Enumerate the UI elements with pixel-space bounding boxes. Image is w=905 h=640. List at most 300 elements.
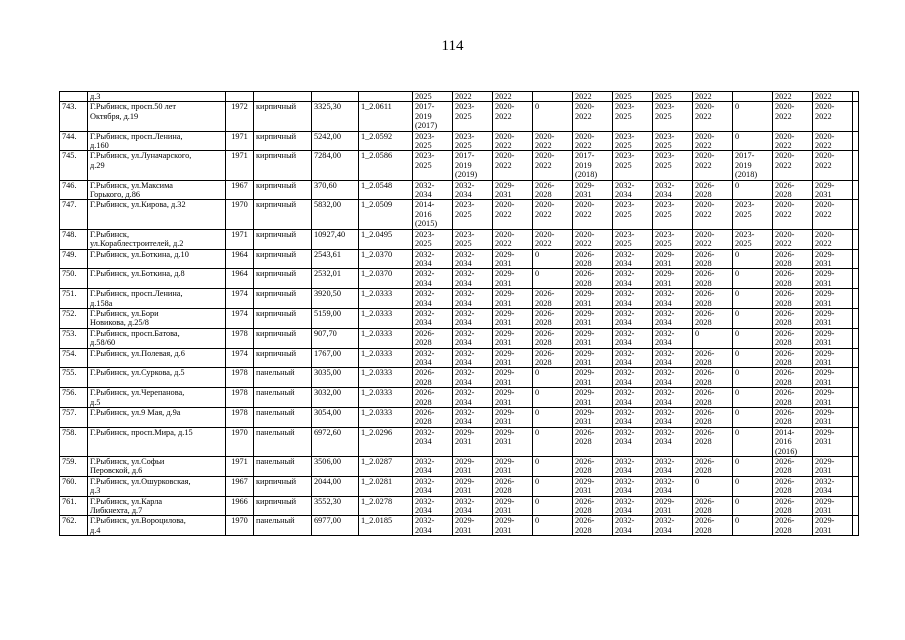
cell-num: 749. (60, 249, 88, 269)
cell-c2: 2032- 2034 (453, 180, 493, 200)
cell-c1: 2032- 2034 (413, 180, 453, 200)
cell-c11: 2029- 2031 (813, 368, 853, 388)
cell-num: 755. (60, 368, 88, 388)
cell-c2: 2032- 2034 (453, 408, 493, 428)
cell-area: 3552,30 (312, 496, 359, 516)
cell-address: Г.Рыбинск, просп.Ленина, д.158а (88, 289, 226, 309)
cell-c12 (853, 180, 859, 200)
cell-c11: 2029- 2031 (813, 496, 853, 516)
table-row (60, 229, 859, 249)
cell-address: Г.Рыбинск, ул.Ошурковская, д.3 (88, 476, 226, 496)
cell-c2: 2032- 2034 (453, 348, 493, 368)
cell-c10: 2026- 2028 (773, 180, 813, 200)
cell-c9: 0 (733, 249, 773, 269)
cell-c1: 2032- 2034 (413, 496, 453, 516)
cell-c3: 2020- 2022 (493, 151, 533, 180)
cell-c12 (853, 516, 859, 536)
cell-area (312, 92, 359, 102)
cell-c5: 2029- 2031 (573, 368, 613, 388)
cell-c8: 2026- 2028 (693, 496, 733, 516)
cell-code: 1_2.0370 (359, 269, 413, 289)
table-row (60, 328, 859, 348)
cell-c12 (853, 102, 859, 131)
cell-num: 746. (60, 180, 88, 200)
cell-c2: 2022 (453, 92, 493, 102)
cell-c4: 2026- 2028 (533, 180, 573, 200)
cell-c11: 2029- 2031 (813, 516, 853, 536)
cell-c12 (853, 408, 859, 428)
cell-area: 3506,00 (312, 457, 359, 477)
cell-c8: 2026- 2028 (693, 516, 733, 536)
cell-c2: 2032- 2034 (453, 328, 493, 348)
cell-c11: 2020- 2022 (813, 151, 853, 180)
cell-c3: 2029- 2031 (493, 308, 533, 328)
cell-num (60, 92, 88, 102)
cell-material: панельный (254, 388, 312, 408)
cell-address: Г.Рыбинск, ул.Боткина, д.10 (88, 249, 226, 269)
cell-c11: 2029- 2031 (813, 269, 853, 289)
cell-c10: 2020- 2022 (773, 200, 813, 229)
cell-c8: 2022 (693, 92, 733, 102)
cell-c7: 2032- 2034 (653, 476, 693, 496)
cell-c4: 0 (533, 408, 573, 428)
cell-c2: 2029- 2031 (453, 427, 493, 456)
table-row (60, 269, 859, 289)
cell-area: 5242,00 (312, 131, 359, 151)
cell-c7: 2023- 2025 (653, 151, 693, 180)
cell-year: 1978 (226, 368, 254, 388)
cell-address: Г.Рыбинск, просп.Мира, д.15 (88, 427, 226, 456)
cell-c7: 2032- 2034 (653, 348, 693, 368)
cell-c9: 2017- 2019 (2018) (733, 151, 773, 180)
cell-c11: 2029- 2031 (813, 408, 853, 428)
cell-c10: 2026- 2028 (773, 476, 813, 496)
cell-num: 759. (60, 457, 88, 477)
cell-material: кирпичный (254, 289, 312, 309)
cell-num: 761. (60, 496, 88, 516)
cell-c7: 2032- 2034 (653, 457, 693, 477)
cell-material: кирпичный (254, 496, 312, 516)
cell-c2: 2032- 2034 (453, 388, 493, 408)
cell-c3: 2020- 2022 (493, 102, 533, 131)
cell-c4: 2020- 2022 (533, 151, 573, 180)
cell-c5: 2029- 2031 (573, 388, 613, 408)
cell-c9: 0 (733, 368, 773, 388)
table-row (60, 308, 859, 328)
cell-num: 747. (60, 200, 88, 229)
cell-year (226, 92, 254, 102)
cell-c7: 2032- 2034 (653, 368, 693, 388)
cell-code: 1_2.0278 (359, 496, 413, 516)
cell-address: Г.Рыбинск, ул.Вороцилова, д.4 (88, 516, 226, 536)
cell-area: 3032,00 (312, 388, 359, 408)
cell-num: 745. (60, 151, 88, 180)
cell-year: 1966 (226, 496, 254, 516)
cell-c4: 2026- 2028 (533, 308, 573, 328)
cell-c9 (733, 92, 773, 102)
cell-c1: 2032- 2034 (413, 269, 453, 289)
cell-c6: 2032- 2034 (613, 408, 653, 428)
cell-c4: 0 (533, 427, 573, 456)
cell-c1: 2032- 2034 (413, 289, 453, 309)
cell-c5: 2029- 2031 (573, 328, 613, 348)
cell-c5: 2029- 2031 (573, 308, 613, 328)
cell-num: 751. (60, 289, 88, 309)
cell-c6: 2032- 2034 (613, 388, 653, 408)
cell-c4: 2026- 2028 (533, 328, 573, 348)
cell-c11: 2029- 2031 (813, 289, 853, 309)
cell-c1: 2032- 2034 (413, 249, 453, 269)
cell-code: 1_2.0281 (359, 476, 413, 496)
cell-c10: 2026- 2028 (773, 457, 813, 477)
table-row (60, 92, 859, 102)
cell-c12 (853, 328, 859, 348)
cell-c1: 2032- 2034 (413, 427, 453, 456)
cell-c8: 2026- 2028 (693, 457, 733, 477)
table-row (60, 496, 859, 516)
cell-c10: 2026- 2028 (773, 249, 813, 269)
cell-c8: 2020- 2022 (693, 200, 733, 229)
cell-num: 756. (60, 388, 88, 408)
table-row (60, 368, 859, 388)
cell-c10: 2026- 2028 (773, 269, 813, 289)
cell-c6: 2025 (613, 92, 653, 102)
cell-code: 1_2.0333 (359, 368, 413, 388)
cell-material: кирпичный (254, 476, 312, 496)
cell-material: панельный (254, 408, 312, 428)
cell-c2: 2023- 2025 (453, 102, 493, 131)
cell-address: Г.Рыбинск, просп.Ленина, д.160 (88, 131, 226, 151)
cell-year: 1967 (226, 180, 254, 200)
cell-c7: 2032- 2034 (653, 180, 693, 200)
cell-c2: 2023- 2025 (453, 131, 493, 151)
cell-c8: 2026- 2028 (693, 348, 733, 368)
table-row (60, 457, 859, 477)
cell-c11: 2029- 2031 (813, 308, 853, 328)
cell-address: Г.Рыбинск, ул.Максима Горького, д.86 (88, 180, 226, 200)
table-row (60, 348, 859, 368)
cell-area: 5832,00 (312, 200, 359, 229)
cell-c9: 2023- 2025 (733, 200, 773, 229)
cell-c10: 2026- 2028 (773, 408, 813, 428)
cell-c9: 0 (733, 388, 773, 408)
cell-code: 1_2.0296 (359, 427, 413, 456)
cell-c5: 2029- 2031 (573, 180, 613, 200)
cell-address: Г.Рыбинск, просп.50 лет Октября, д.19 (88, 102, 226, 131)
cell-c11: 2020- 2022 (813, 131, 853, 151)
cell-c6: 2032- 2034 (613, 289, 653, 309)
cell-c6: 2023- 2025 (613, 151, 653, 180)
cell-c5: 2029- 2031 (573, 408, 613, 428)
cell-address: Г.Рыбинск, просп.Батова, д.58/60 (88, 328, 226, 348)
cell-code: 1_2.0287 (359, 457, 413, 477)
cell-c6: 2032- 2034 (613, 180, 653, 200)
cell-c8: 2026- 2028 (693, 427, 733, 456)
cell-c5: 2020- 2022 (573, 131, 613, 151)
cell-address: Г.Рыбинск, ул.9 Мая, д.9а (88, 408, 226, 428)
cell-c12 (853, 496, 859, 516)
cell-material: кирпичный (254, 151, 312, 180)
cell-c7: 2029- 2031 (653, 249, 693, 269)
table-row (60, 388, 859, 408)
table-row (60, 200, 859, 229)
cell-c10: 2026- 2028 (773, 289, 813, 309)
cell-num: 760. (60, 476, 88, 496)
cell-c5: 2020- 2022 (573, 200, 613, 229)
cell-c12 (853, 131, 859, 151)
cell-c4: 0 (533, 457, 573, 477)
table-row (60, 516, 859, 536)
cell-year: 1970 (226, 516, 254, 536)
cell-c9: 0 (733, 516, 773, 536)
table-row (60, 131, 859, 151)
cell-num: 752. (60, 308, 88, 328)
cell-c8: 2026- 2028 (693, 308, 733, 328)
housing-registry-table (59, 91, 859, 536)
cell-address: Г.Рыбинск, ул.Кораблестроителей, д.2 (88, 229, 226, 249)
cell-c5: 2029- 2031 (573, 348, 613, 368)
cell-address: Г.Рыбинск, ул.Суркова, д.5 (88, 368, 226, 388)
cell-c9: 0 (733, 131, 773, 151)
cell-c6: 2032- 2034 (613, 427, 653, 456)
cell-code: 1_2.0495 (359, 229, 413, 249)
cell-num: 762. (60, 516, 88, 536)
cell-c8: 2026- 2028 (693, 269, 733, 289)
cell-c11: 2029- 2031 (813, 180, 853, 200)
cell-area: 1767,00 (312, 348, 359, 368)
cell-c12 (853, 348, 859, 368)
cell-material: кирпичный (254, 180, 312, 200)
cell-c2: 2032- 2034 (453, 269, 493, 289)
cell-material: панельный (254, 457, 312, 477)
cell-year: 1978 (226, 328, 254, 348)
cell-c1: 2023- 2025 (413, 229, 453, 249)
cell-c2: 2032- 2034 (453, 308, 493, 328)
cell-address: Г.Рыбинск, ул.Бори Новикова, д.25/8 (88, 308, 226, 328)
cell-c4: 2026- 2028 (533, 289, 573, 309)
cell-c3: 2029- 2031 (493, 388, 533, 408)
cell-c4 (533, 92, 573, 102)
cell-c11: 2029- 2031 (813, 348, 853, 368)
cell-c9: 0 (733, 496, 773, 516)
table-row (60, 427, 859, 456)
cell-c10: 2022 (773, 92, 813, 102)
cell-c1: 2032- 2034 (413, 308, 453, 328)
cell-code: 1_2.0333 (359, 328, 413, 348)
cell-c8: 2026- 2028 (693, 180, 733, 200)
cell-c4: 0 (533, 516, 573, 536)
cell-c1: 2026- 2028 (413, 388, 453, 408)
cell-year: 1970 (226, 427, 254, 456)
cell-c2: 2017- 2019 (2019) (453, 151, 493, 180)
cell-c12 (853, 289, 859, 309)
cell-year: 1978 (226, 408, 254, 428)
cell-c4: 0 (533, 269, 573, 289)
cell-c10: 2020- 2022 (773, 151, 813, 180)
cell-year: 1974 (226, 289, 254, 309)
cell-c7: 2029- 2031 (653, 496, 693, 516)
cell-code: 1_2.0548 (359, 180, 413, 200)
cell-c9: 0 (733, 289, 773, 309)
cell-year: 1972 (226, 102, 254, 131)
cell-material: кирпичный (254, 308, 312, 328)
cell-year: 1974 (226, 348, 254, 368)
cell-material: кирпичный (254, 249, 312, 269)
cell-c6: 2032- 2034 (613, 249, 653, 269)
cell-year: 1971 (226, 151, 254, 180)
cell-c10: 2026- 2028 (773, 348, 813, 368)
cell-material: кирпичный (254, 269, 312, 289)
cell-material: панельный (254, 368, 312, 388)
cell-c11: 2029- 2031 (813, 457, 853, 477)
cell-c1: 2023- 2025 (413, 131, 453, 151)
cell-c3: 2029- 2031 (493, 496, 533, 516)
cell-c11: 2020- 2022 (813, 102, 853, 131)
cell-c3: 2029- 2031 (493, 408, 533, 428)
cell-c3: 2029- 2031 (493, 269, 533, 289)
cell-c4: 0 (533, 102, 573, 131)
cell-area: 5159,00 (312, 308, 359, 328)
table-row (60, 151, 859, 180)
cell-c5: 2026- 2028 (573, 496, 613, 516)
cell-c10: 2026- 2028 (773, 308, 813, 328)
cell-c10: 2026- 2028 (773, 516, 813, 536)
cell-c7: 2032- 2034 (653, 516, 693, 536)
cell-area: 2543,61 (312, 249, 359, 269)
cell-c4: 2020- 2022 (533, 229, 573, 249)
cell-c12 (853, 229, 859, 249)
cell-c7: 2023- 2025 (653, 131, 693, 151)
cell-address: Г.Рыбинск, ул.Кирова, д.32 (88, 200, 226, 229)
cell-c8: 2020- 2022 (693, 151, 733, 180)
cell-material: панельный (254, 516, 312, 536)
cell-c6: 2032- 2034 (613, 269, 653, 289)
cell-c6: 2023- 2025 (613, 102, 653, 131)
cell-c10: 2020- 2022 (773, 131, 813, 151)
cell-c3: 2022 (493, 92, 533, 102)
cell-c2: 2023- 2025 (453, 200, 493, 229)
cell-c4: 0 (533, 249, 573, 269)
cell-c8: 2026- 2028 (693, 368, 733, 388)
cell-c6: 2032- 2034 (613, 368, 653, 388)
cell-c7: 2023- 2025 (653, 229, 693, 249)
cell-c1: 2017- 2019 (2017) (413, 102, 453, 131)
cell-c1: 2026- 2028 (413, 328, 453, 348)
cell-code: 1_2.0333 (359, 308, 413, 328)
cell-c3: 2026- 2028 (493, 476, 533, 496)
cell-c3: 2029- 2031 (493, 427, 533, 456)
cell-c5: 2026- 2028 (573, 516, 613, 536)
cell-year: 1974 (226, 308, 254, 328)
cell-material: кирпичный (254, 229, 312, 249)
cell-c2: 2029- 2031 (453, 516, 493, 536)
cell-c3: 2029- 2031 (493, 328, 533, 348)
cell-c11: 2029- 2031 (813, 427, 853, 456)
cell-c7: 2032- 2034 (653, 308, 693, 328)
cell-c10: 2020- 2022 (773, 102, 813, 131)
cell-material: кирпичный (254, 348, 312, 368)
cell-c11: 2020- 2022 (813, 200, 853, 229)
cell-c5: 2022 (573, 92, 613, 102)
cell-c4: 2020- 2022 (533, 200, 573, 229)
cell-c3: 2029- 2031 (493, 249, 533, 269)
cell-c10: 2020- 2022 (773, 229, 813, 249)
cell-c8: 0 (693, 328, 733, 348)
cell-material: кирпичный (254, 131, 312, 151)
cell-address: Г.Рыбинск, ул.Софьи Перовской, д.6 (88, 457, 226, 477)
cell-area: 6977,00 (312, 516, 359, 536)
cell-c8: 2020- 2022 (693, 131, 733, 151)
cell-c6: 2032- 2034 (613, 457, 653, 477)
cell-c6: 2023- 2025 (613, 229, 653, 249)
cell-c5: 2017- 2019 (2018) (573, 151, 613, 180)
cell-area: 3920,50 (312, 289, 359, 309)
cell-c12 (853, 200, 859, 229)
cell-c1: 2032- 2034 (413, 457, 453, 477)
cell-area: 3325,30 (312, 102, 359, 131)
cell-area: 7284,00 (312, 151, 359, 180)
cell-c11: 2032- 2034 (813, 476, 853, 496)
cell-c2: 2032- 2034 (453, 368, 493, 388)
cell-c5: 2020- 2022 (573, 229, 613, 249)
cell-c1: 2025 (413, 92, 453, 102)
cell-c9: 0 (733, 408, 773, 428)
cell-c2: 2029- 2031 (453, 476, 493, 496)
cell-c3: 2029- 2031 (493, 457, 533, 477)
cell-c2: 2023- 2025 (453, 229, 493, 249)
cell-c6: 2032- 2034 (613, 348, 653, 368)
cell-c3: 2020- 2022 (493, 200, 533, 229)
cell-c12 (853, 457, 859, 477)
cell-c2: 2032- 2034 (453, 249, 493, 269)
cell-c2: 2029- 2031 (453, 457, 493, 477)
cell-c7: 2029- 2031 (653, 269, 693, 289)
cell-num: 744. (60, 131, 88, 151)
cell-address: Г.Рыбинск, ул.Луначарского, д.29 (88, 151, 226, 180)
cell-c7: 2032- 2034 (653, 388, 693, 408)
cell-c8: 2026- 2028 (693, 249, 733, 269)
cell-c8: 0 (693, 476, 733, 496)
cell-c6: 2032- 2034 (613, 496, 653, 516)
cell-address: Г.Рыбинск, ул.Полевая, д.6 (88, 348, 226, 368)
cell-address: Г.Рыбинск, ул.Боткина, д.8 (88, 269, 226, 289)
cell-num: 748. (60, 229, 88, 249)
cell-c5: 2029- 2031 (573, 289, 613, 309)
cell-c5: 2029- 2031 (573, 476, 613, 496)
cell-c4: 2026- 2028 (533, 348, 573, 368)
cell-c8: 2026- 2028 (693, 289, 733, 309)
cell-c8: 2026- 2028 (693, 408, 733, 428)
cell-c9: 0 (733, 328, 773, 348)
cell-c12 (853, 308, 859, 328)
cell-c9: 0 (733, 102, 773, 131)
cell-num: 758. (60, 427, 88, 456)
cell-c11: 2020- 2022 (813, 229, 853, 249)
cell-code: 1_2.0586 (359, 151, 413, 180)
cell-address: Г.Рыбинск, ул.Черепанова, д.5 (88, 388, 226, 408)
cell-c4: 0 (533, 476, 573, 496)
cell-area: 370,60 (312, 180, 359, 200)
cell-material (254, 92, 312, 102)
cell-c9: 0 (733, 348, 773, 368)
cell-material: кирпичный (254, 102, 312, 131)
cell-c2: 2032- 2034 (453, 496, 493, 516)
cell-c4: 2020- 2022 (533, 131, 573, 151)
cell-c4: 0 (533, 388, 573, 408)
table-row (60, 408, 859, 428)
cell-c7: 2023- 2025 (653, 102, 693, 131)
cell-c1: 2032- 2034 (413, 348, 453, 368)
